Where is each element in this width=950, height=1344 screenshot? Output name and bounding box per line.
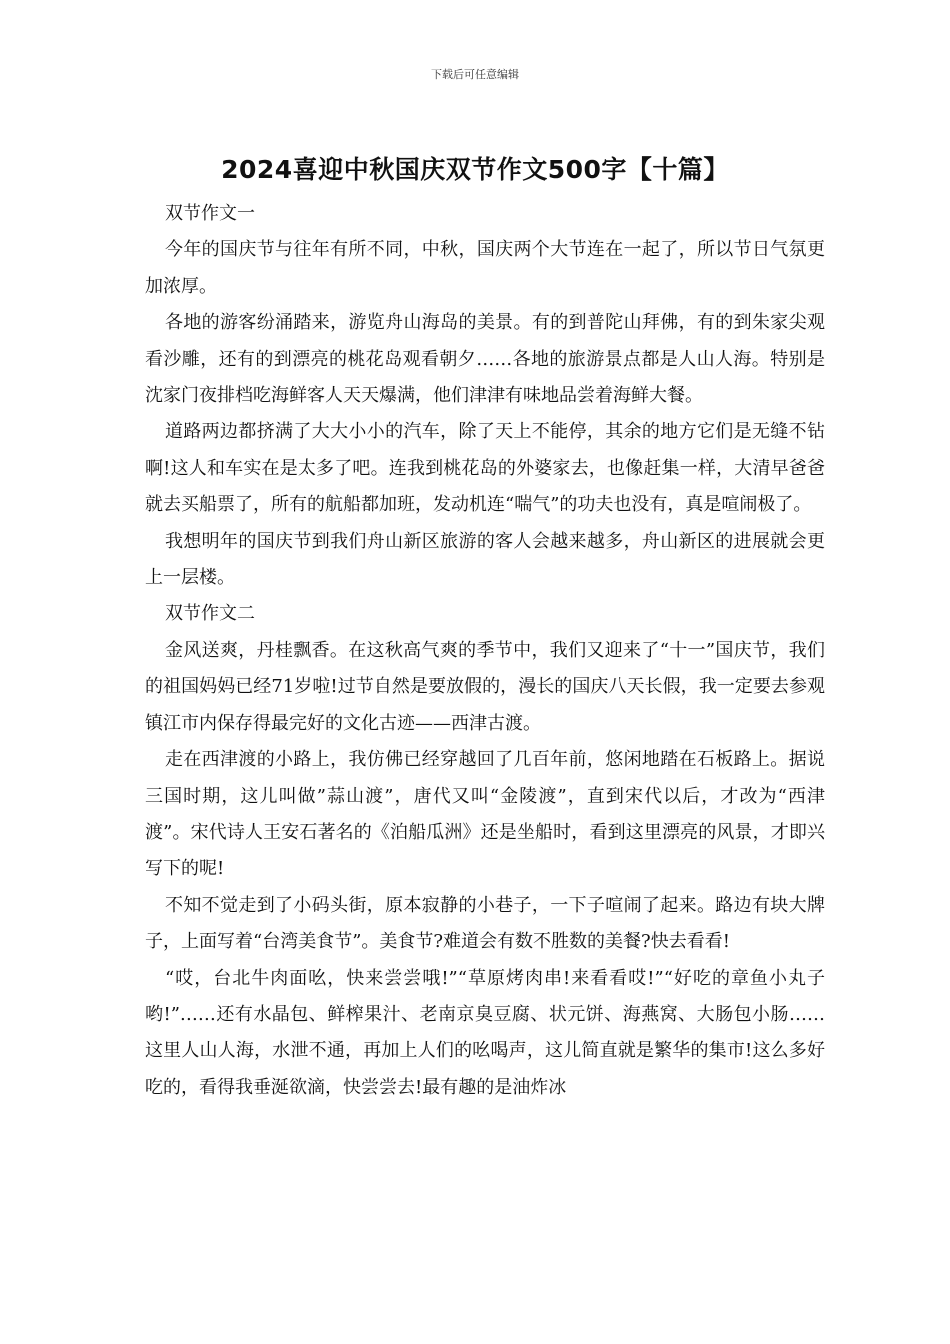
document-title: 2024喜迎中秋国庆双节作文500字【十篇】: [221, 155, 729, 184]
paragraph: 不知不觉走到了小码头街，原本寂静的小巷子，一下子喧闹了起来。路边有块大牌子，上面写着“台湾美食节”。美食节?难道会有数不胜数的美餐?快去看看!: [145, 894, 825, 953]
paragraph: 金风送爽，丹桂飘香。在这秋高气爽的季节中，我们又迎来了“十一”国庆节，我们的祖国妈妈已经71岁啦!过节自然是要放假的，漫长的国庆八天长假，我一定要去参观镇江市内保存得最完好的文化古迹——西津古渡。: [145, 639, 825, 734]
section-heading-1: 双节作文一: [165, 203, 255, 224]
paragraph: 我想明年的国庆节到我们舟山新区旅游的客人会越来越多，舟山新区的进展就会更上一层楼。: [145, 530, 825, 589]
paragraph: 今年的国庆节与往年有所不同，中秋，国庆两个大节连在一起了，所以节日气氛更加浓厚。: [145, 239, 825, 297]
page-header-note: 下载后可任意编辑: [431, 68, 519, 81]
paragraph: 各地的游客纷涌踏来，游览舟山海岛的美景。有的到普陀山拜佛，有的到朱家尖观看沙雕，还有的到漂亮的桃花岛观看朝夕……各地的旅游景点都是人山人海。特别是沈家门夜排档吃海鲜客人天天爆满，他们津津有味地品尝着海鲜大餐。: [145, 312, 825, 407]
paragraph: 道路两边都挤满了大大小小的汽车，除了天上不能停，其余的地方它们是无缝不钻啊!这人和车实在是太多了吧。连我到桃花岛的外婆家去，也像赶集一样，大清早爸爸就去买船票了，所有的航船都加班，发动机连“喘气”的功夫也没有，真是喧闹极了。: [145, 421, 825, 516]
section-heading-2: 双节作文二: [165, 603, 255, 625]
document-body: [145, 196, 825, 1106]
paragraph: “哎，台北牛肉面吆，快来尝尝哦!”“草原烤肉串!来看看哎!”“好吃的章鱼小丸子哟!”……还有水晶包、鲜榨果汁、老南京臭豆腐、状元饼、海燕窝、大肠包小肠……这里人山人海，水泄不通，再加上人们的吆喝声，这儿简直就是繁华的集市!这么多好吃的，看得我垂涎欲滴，快尝尝去!最有趣的是油炸冰: [145, 967, 825, 1098]
paragraph: 走在西津渡的小路上，我仿佛已经穿越回了几百年前，悠闲地踏在石板路上。据说三国时期，这儿叫做”蒜山渡”，唐代又叫“金陵渡”，直到宋代以后，才改为“西津渡”。宋代诗人王安石著名的《泊船瓜洲》还是坐船时，看到这里漂亮的风景，才即兴写下的呢!: [145, 749, 825, 880]
